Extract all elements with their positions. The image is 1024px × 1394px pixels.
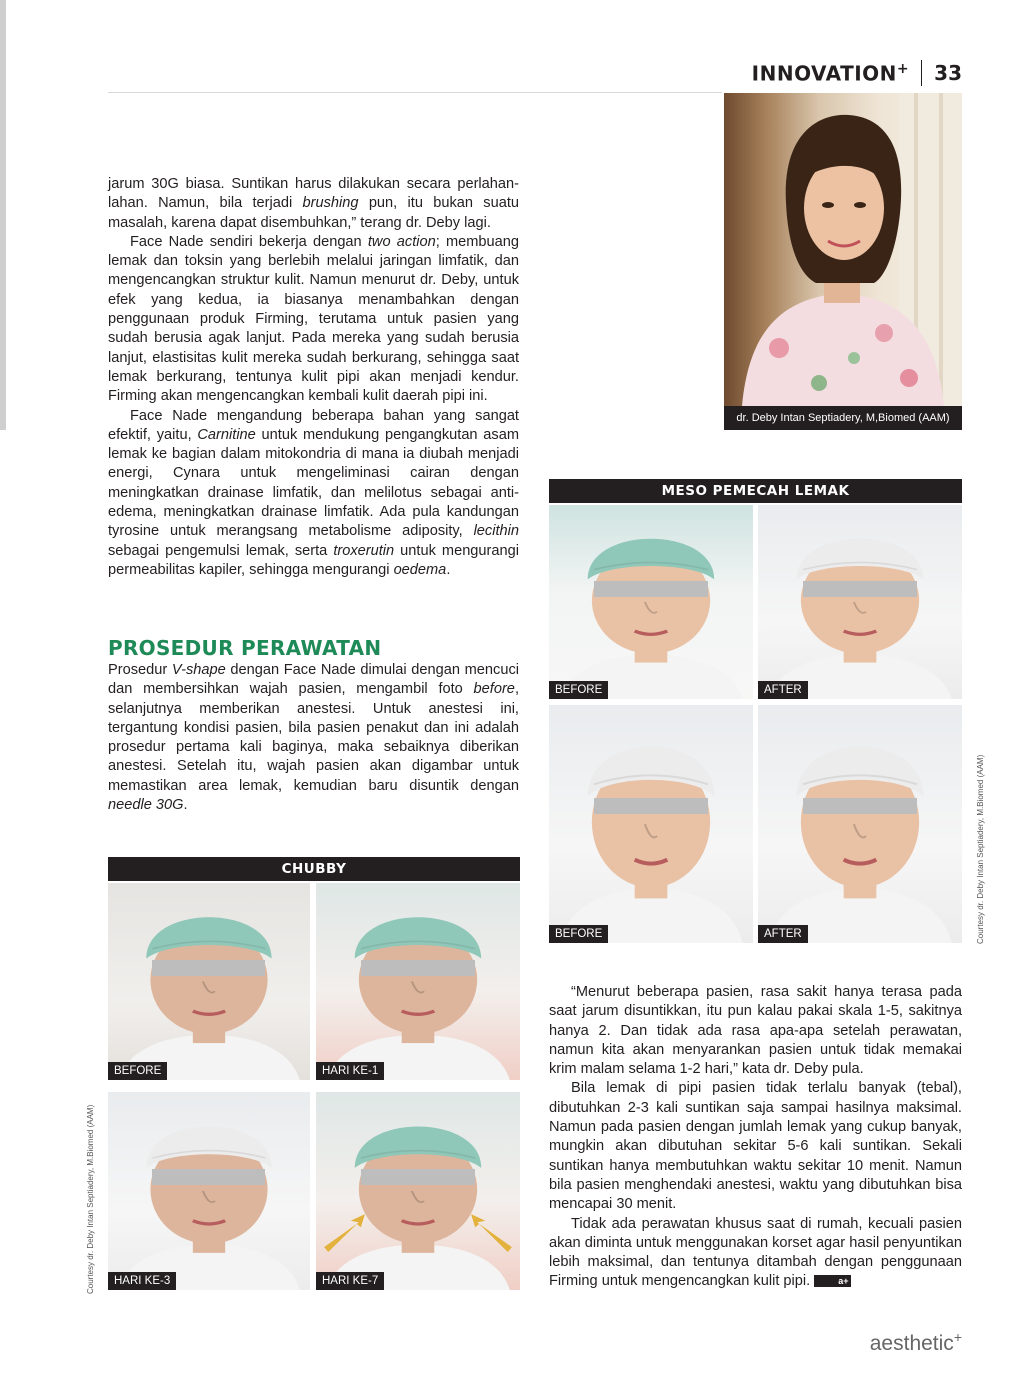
section-subheading: PROSEDUR PERAWATAN [108,636,382,660]
magazine-brand-footer: aesthetic+ [869,1329,962,1355]
doctor-portrait-photo [724,93,962,406]
text-run: . [183,797,188,814]
italic-term: oedema [393,561,447,578]
meso-panel-title: MESO PEMECAH LEMAK [549,479,962,503]
text-run: , selanjutnya memberikan anestesi. Untuk anestesi ini, tergantung kondisi pasien, bila pasien penakut dan ini adalah prosedur pertama kali baginya, maka sebaiknya diberikan anestesi. Setelah itu, wajah pasien akan digambar untuk memastikan area lemak, kemudian baru disuntik dengan [108,681,519,794]
text-run: dengan Face Nade dimulai dengan mencuci dan membersihkan wajah pasien, mengambil foto [108,662,519,698]
text-run: ; membuang lemak dan toksin yang berlebih melalui jaringan limfatik, dan mengencangkan struktur kulit. Namun menurut dr. Deby, untuk efek yang kedua, ia biasanya menambahkan dengan penggunaan produk Firming, terutama untuk pasien yang sudah berusia agak lanjut. Pada mereka yang sudah berusia lanjut, elastisitas kulit mereka sudah berkurang, sehingga saat lemak berkurang, tentunya kulit pipi akan menjadi kendur. Firming akan mengencangkan kembali kulit daerah pipi ini. [108,233,519,405]
paragraph-p1 [108,175,519,233]
meso-photo-2 [758,505,962,699]
privacy-eye-bar [361,1169,475,1185]
article-column-right [549,983,962,1292]
italic-term: troxerutin [333,542,395,559]
page-header [752,60,962,86]
text-run: untuk mengurangi permeabilitas kapiler, sehingga mengurangi [108,542,519,578]
text-run: pun, itu bukan suatu masalah, karena dapat disembuhkan,” terang dr. Deby lagi. [108,195,519,231]
chubby-photo-3 [108,1092,310,1290]
text-run: untuk mendukung pengangkutan asam lemak ke bagian dalam mitokondria di mana ia diubah menjadi energi, Cynara untuk mengeliminasi cairan dengan meningkatkan drainase limfatik, dan melilotus sebagai anti-edema, meningkatkan drainase limfatik. Ada pula kandungan tyrosine untuk merangsang metabolisme adiposity, [108,426,519,540]
privacy-eye-bar [803,581,917,597]
photo-label: AFTER [758,681,808,699]
photo-label: HARI KE-1 [316,1062,384,1080]
text-run: Prosedur [108,662,172,678]
meso-photo-3 [549,705,753,943]
text-run: sebagai pengemulsi lemak, serta [108,542,334,559]
text-run: Face Nade sendiri bekerja dengan [130,233,368,250]
article-end-mark: a+ [814,1275,850,1287]
privacy-eye-bar [594,798,708,814]
face-illustration [316,1092,520,1290]
photo-label: HARI KE-3 [108,1272,176,1290]
header-separator [921,60,922,86]
portrait-illustration [724,93,962,406]
face-illustration [758,705,962,943]
privacy-eye-bar [152,1169,265,1185]
italic-term: before [473,681,515,698]
chubby-photo-1 [108,883,310,1080]
text-run: . [446,561,451,578]
face-illustration [549,505,753,699]
face-illustration [758,505,962,699]
photo-label: BEFORE [549,925,608,943]
italic-term: brushing [302,195,359,212]
paragraph-p4 [108,661,519,815]
article-column-left-bottom [108,661,519,815]
text-run: Bila lemak di pipi pasien tidak terlalu banyak (tebal), dibutuhkan 2-3 kali suntikan saja sampai hasilnya maksimal. Namun pada pasien dengan jumlah lemak yang cukup banyak, mungkin akan dibutuhan sekitar 5-6 kali suntikan. Sekali suntikan hanya membutuhkan waktu sekitar 10 menit. Namun bila pasien menghendaki anestesi, waktu yang dibutuhkan bisa mencapai 30 menit. [549,1080,962,1213]
page-edge-mark [0,0,6,430]
top-rule [108,92,722,93]
privacy-eye-bar [803,798,917,814]
paragraph-p3 [108,407,519,581]
chubby-photo-credit: Courtesy dr. Deby Intan Septiadery, M.Biomed (AAM) [86,1104,95,1294]
portrait-caption: dr. Deby Intan Septiadery, M,Biomed (AAM) [724,406,962,430]
italic-term: lecithin [473,523,519,540]
page-number: 33 [934,61,962,85]
italic-term: V-shape [171,662,226,678]
paragraph-p6 [549,1079,962,1214]
photo-label: BEFORE [108,1062,167,1080]
meso-photo-4 [758,705,962,943]
meso-photo-1 [549,505,753,699]
meso-photo-credit: Courtesy dr. Deby Intan Septiadery, M.Biomed (AAM) [976,754,985,944]
chubby-photo-2 [316,883,520,1080]
paragraph-p7 [549,1215,962,1292]
italic-term: Carnitine [197,426,256,443]
italic-term: needle 30G [108,797,184,814]
face-illustration [108,883,310,1080]
photo-label: BEFORE [549,681,608,699]
privacy-eye-bar [152,960,265,976]
text-run: “Menurut beberapa pasien, rasa sakit hanya terasa pada saat jarum disuntikkan, itu pun kalau pakai skala 1-5, sakitnya hanya 2. Dan tidak ada rasa apa-apa setelah perawatan, namun kita akan menyarankan pasien untuk tidak memakai krim malam selama 1-2 hari,” kata dr. Deby pula. [549,984,962,1078]
privacy-eye-bar [594,581,708,597]
italic-term: two action [367,233,436,250]
privacy-eye-bar [361,960,475,976]
face-illustration [316,883,520,1080]
text-run: jarum 30G biasa. Suntikan harus dilakukan secara perlahan-lahan. Namun, bila terjadi [108,176,519,212]
photo-label: AFTER [758,925,808,943]
photo-label: HARI KE-7 [316,1272,384,1290]
section-name: INNOVATION+ [751,60,910,86]
face-illustration [549,705,753,943]
text-run: Face Nade mengandung beberapa bahan yang sangat efektif, yaitu, [108,407,519,443]
paragraph-p5 [549,983,962,1079]
text-run: Tidak ada perawatan khusus saat di rumah, kecuali pasien akan diminta untuk menggunakan korset agar hasil penyuntikan lebih maksimal, dan tentunya ditambah dengan penggunaan Firming untuk mengencangkan kulit pipi. [549,1215,962,1290]
face-illustration [108,1092,310,1290]
chubby-panel-title: CHUBBY [108,857,520,881]
chubby-photo-4 [316,1092,520,1290]
paragraph-p2 [108,233,519,407]
article-column-left-top [108,175,519,580]
